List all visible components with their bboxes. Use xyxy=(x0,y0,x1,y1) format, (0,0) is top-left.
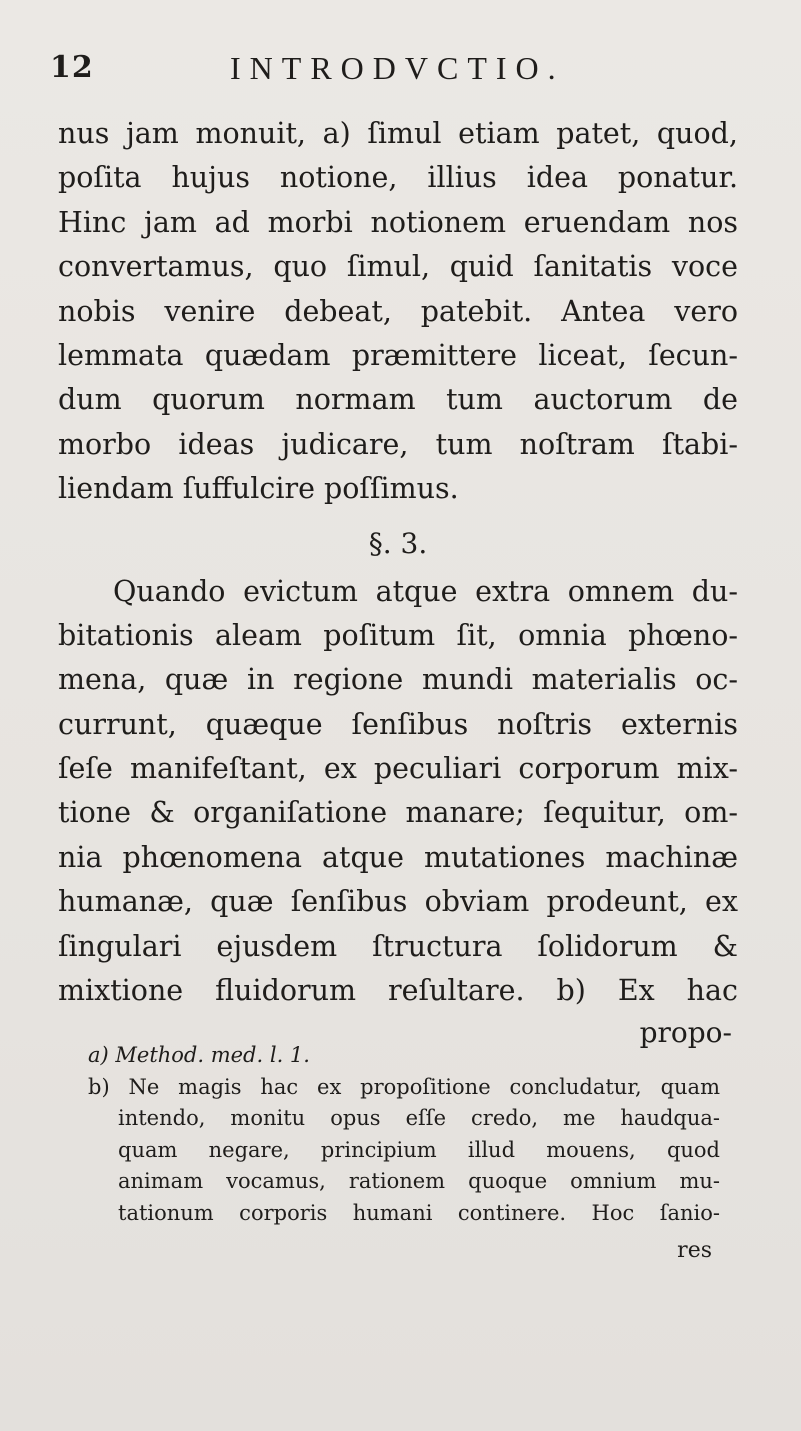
text-line: currunt, quæque ſenſibus noſtris externis xyxy=(58,707,738,741)
text-line: Hinc jam ad morbi notionem eruendam nos xyxy=(58,205,738,239)
footnote-b-line: animam vocamus, rationem quoque omnium mu- xyxy=(118,1169,720,1193)
text-line: dum quorum normam tum auctorum de xyxy=(58,383,738,417)
text-line: Quando evictum atque extra omnem du- xyxy=(113,574,738,608)
text-line: morbo ideas judicare, tum noſtram ſtabi- xyxy=(58,427,738,461)
footnote-b-line: intendo, monitu opus eſſe credo, me haudqua- xyxy=(118,1106,720,1130)
section-heading: §. 3. xyxy=(368,526,428,560)
text-line: liendam ſuffulcire poſſimus. xyxy=(58,472,459,506)
text-line: humanæ, quæ ſenſibus obviam prodeunt, ex xyxy=(58,885,738,919)
running-head: INTRODVCTIO. xyxy=(230,50,565,86)
text-line: tione & organiſatione manare; ſequitur, om- xyxy=(58,796,738,830)
main-text xyxy=(58,112,738,1053)
footnotes xyxy=(88,1040,720,1267)
text-line: nus jam monuit, a) ſimul etiam patet, quod, xyxy=(58,117,738,150)
footnote-catchword: res xyxy=(677,1238,712,1263)
page-number: 12 xyxy=(50,50,94,85)
text-line: ſeſe manifeſtant, ex peculiari corporum mix- xyxy=(58,752,738,786)
footnote-b-line: quam negare, principium illud mouens, quod xyxy=(118,1137,720,1162)
text-line: poſita hujus notione, illius idea ponatur. xyxy=(58,161,738,195)
text-line: mixtione fluidorum reſultare. b) Ex hac xyxy=(58,974,738,1008)
page-header xyxy=(50,50,770,100)
catchword: propo- xyxy=(639,1016,732,1050)
text-line: mena, quæ in regione mundi materialis oc- xyxy=(58,663,738,697)
text-line: convertamus, quo ſimul, quid ſanitatis voce xyxy=(58,250,738,284)
text-line: nobis venire debeat, patebit. Antea vero xyxy=(58,294,738,328)
text-line: bitationis aleam poſitum ſit, omnia phœno- xyxy=(58,618,738,652)
text-line: ſingulari ejusdem ſtructura ſolidorum & xyxy=(58,929,738,963)
text-line: nia phœnomena atque mutationes machinæ xyxy=(58,840,738,874)
footnote-b-line: tationum corporis humani continere. Hoc ſanio- xyxy=(118,1200,720,1225)
footnote-a: a) Method. med. l. 1. xyxy=(88,1043,310,1067)
text-line: lemmata quædam præmittere liceat, ſecun- xyxy=(58,338,738,372)
footnote-b-line: b) Ne magis hac ex propoſitione concludatur, quam xyxy=(88,1074,720,1099)
